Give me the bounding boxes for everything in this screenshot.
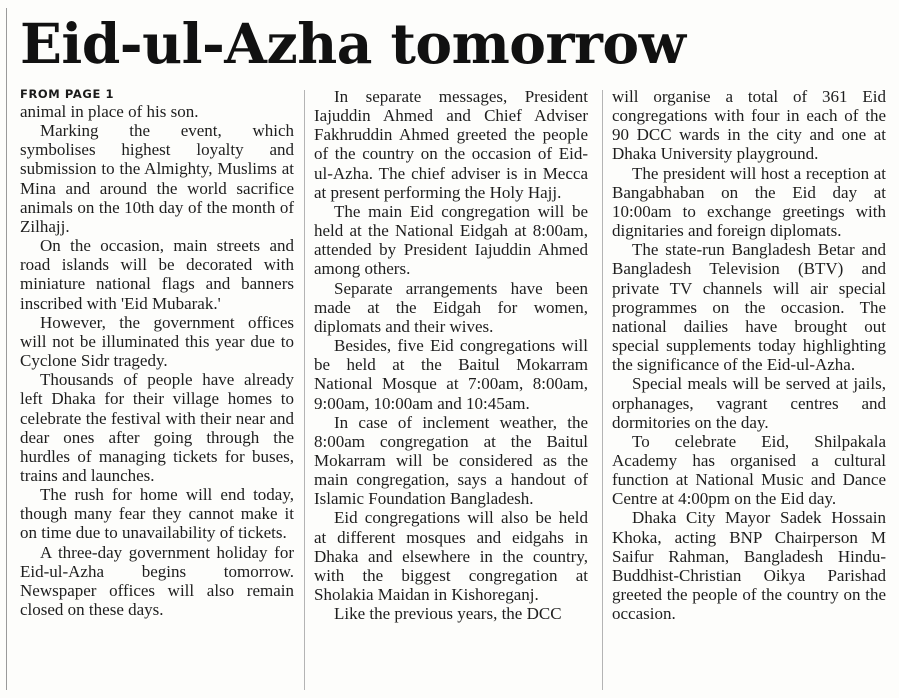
article-column-3 [612,87,886,623]
article-column-1 [20,102,294,619]
paragraph: Separate arrangements have been made at the Eidgah for women, diplomats and their wives. [314,278,588,336]
headline: Eid-ul-Azha tomorrow [20,11,686,76]
paragraph: Like the previous years, the DCC [334,604,562,624]
paragraph: The state-run Bangladesh Betar and Bangladesh Television (BTV) and private TV channels will air special programmes on the occasion. The national dailies have brought out special supplements today highlighting the significance of the Eid-ul-Azha. [612,240,886,375]
continuation-kicker: FROM PAGE 1 [20,87,115,101]
paragraph: Marking the event, which symbolises highest loyalty and submission to the Almighty, Muslims at Mina and around the world sacrifice animals on the 10th day of the month of Zilhajj. [20,121,294,236]
paragraph: The main Eid congregation will be held at the National Eidgah at 8:00am, attended by President Iajuddin Ahmed among others. [314,201,588,279]
paragraph: The president will host a reception at Bangabhaban on the Eid day at 10:00am to exchange greetings with dignitaries and foreign diplomats. [612,163,886,241]
paragraph: Special meals will be served at jails, orphanages, vagrant centres and dormitories on the day. [612,374,886,432]
paragraph: In separate messages, President Iajuddin Ahmed and Chief Adviser Fakhruddin Ahmed greeted the people of the country on the occasion of Eid-ul-Azha. The chief adviser is in Mecca at present performing the Holy Hajj. [314,87,588,202]
paragraph: Thousands of people have already left Dhaka for their village homes to celebrate the festival with their near and dear ones after going through the hurdles of managing tickets for buses, trains and launches. [20,370,294,485]
left-border-rule [6,8,7,690]
paragraph: However, the government offices will not be illuminated this year due to Cyclone Sidr tragedy. [20,312,294,371]
column-divider [602,90,603,690]
paragraph: On the occasion, main streets and road islands will be decorated with miniature national flags and banners inscribed with 'Eid Mubarak.' [20,236,294,313]
paragraph: animal in place of his son. [20,102,199,121]
article-column-2 [314,87,588,623]
paragraph: To celebrate Eid, Shilpakala Academy has organised a cultural function at National Music and Dance Centre at 4:00pm on the Eid day. [612,431,886,509]
paragraph: The rush for home will end today, though many fear they cannot make it on time due to unavailability of tickets. [20,485,294,543]
paragraph: In case of inclement weather, the 8:00am congregation at the Baitul Mokarram will be considered as the main congregation, says a handout of Islamic Foundation Bangladesh. [314,412,588,509]
paragraph: Besides, five Eid congregations will be held at the Baitul Mokarram National Mosque at 7:00am, 8:00am, 9:00am, 10:00am and 10:45am. [314,336,588,413]
paragraph: Eid congregations will also be held at different mosques and eidgahs in Dhaka and elsewhere in the country, with the biggest congregation at Sholakia Maidan in Kishoreganj. [314,508,588,605]
column-divider [304,90,305,690]
paragraph: A three-day government holiday for Eid-ul-Azha begins tomorrow. Newspaper offices will also remain closed on these days. [20,542,294,620]
paragraph: Dhaka City Mayor Sadek Hossain Khoka, acting BNP Chairperson M Saifur Rahman, Bangladesh Hindu-Buddhist-Christian Oikya Parishad greeted the people of the country on the occasion. [612,508,886,624]
paragraph: will organise a total of 361 Eid congregations with four in each of the 90 DCC wards in the city and one at Dhaka University playground. [612,87,886,164]
